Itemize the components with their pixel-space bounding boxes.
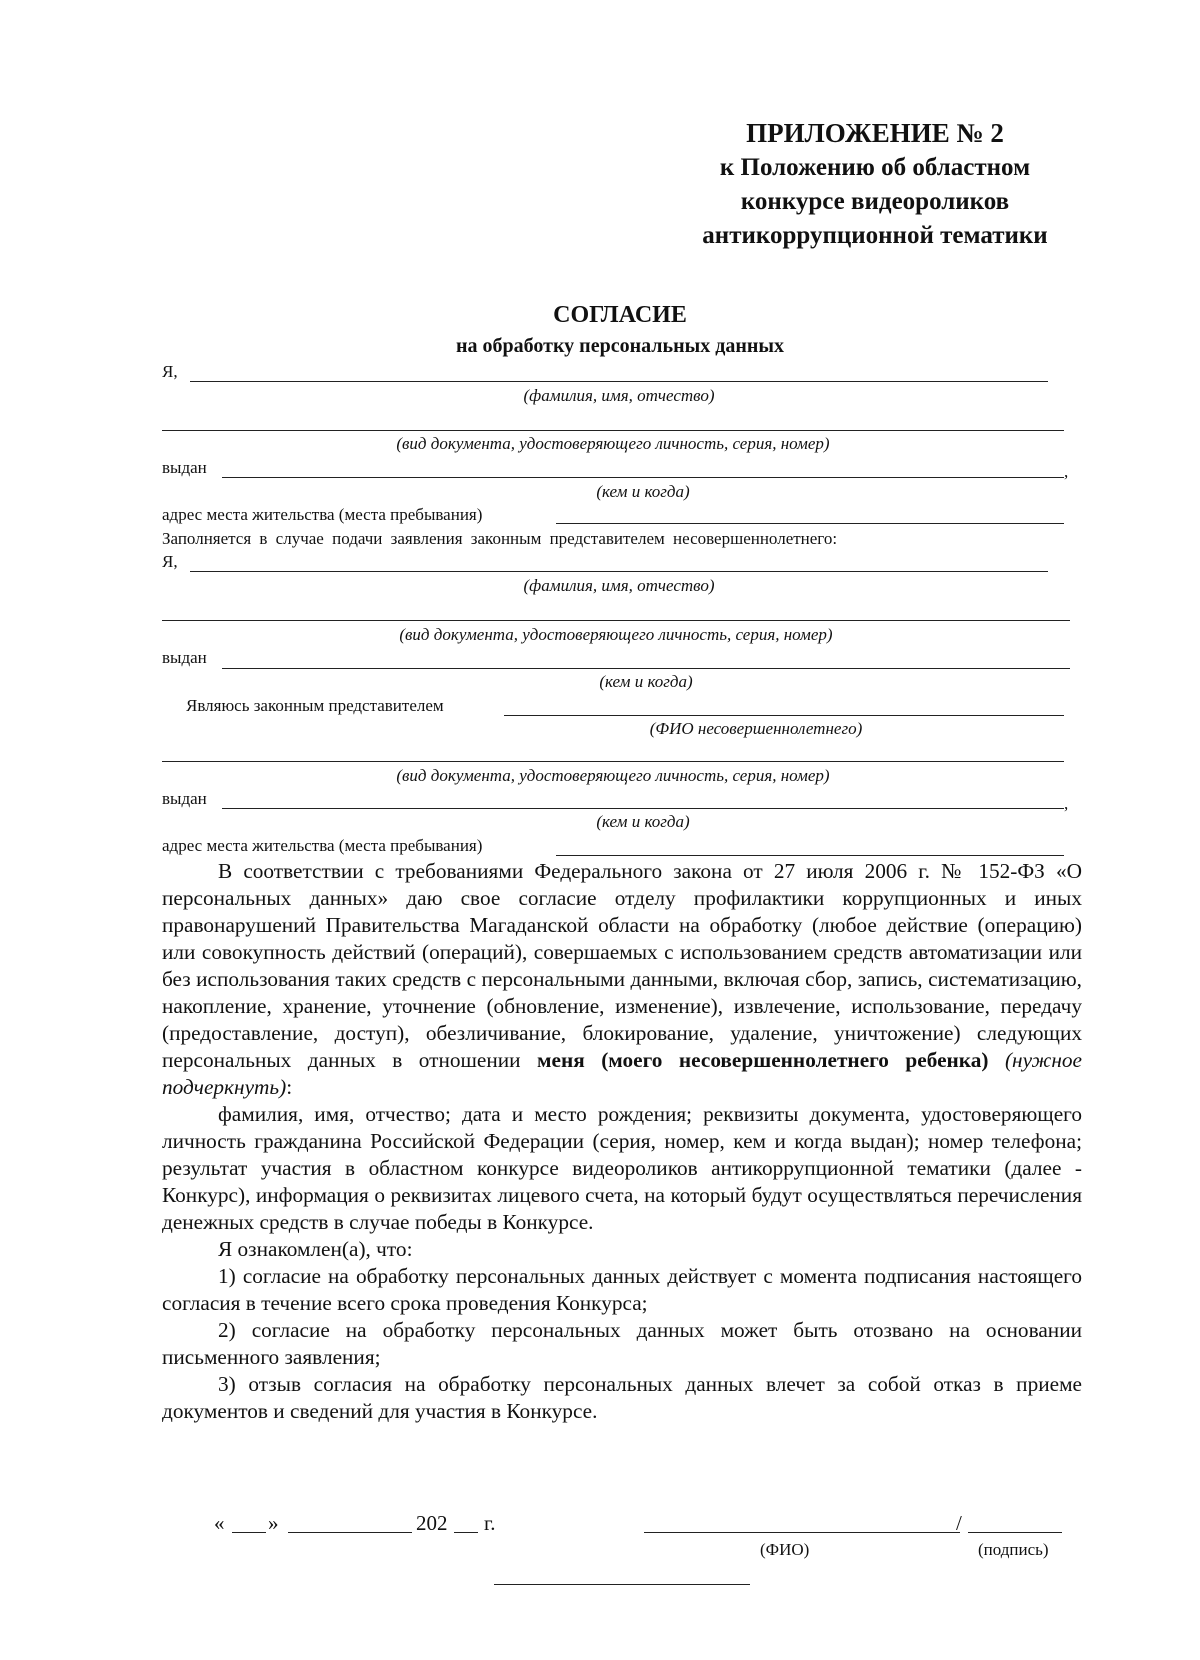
applicant-id-doc-hint: (вид документа, удостоверяющего личность, серия, номер) <box>396 434 830 453</box>
representative-fio-hint: (фамилия, имя, отчество) <box>523 576 715 595</box>
date-day-field[interactable] <box>232 1532 266 1533</box>
guardian-label: Являюсь законным представителем <box>186 696 444 715</box>
appendix-line-1: к Положению об областном <box>719 154 1031 181</box>
consent-paragraph-1 <box>162 858 1082 1101</box>
date-open-quote: « <box>214 1511 225 1535</box>
representative-issued-label: выдан <box>162 648 207 667</box>
minor-issued-comma: , <box>1064 794 1069 813</box>
date-year-suffix: г. <box>484 1511 496 1535</box>
appendix-line-2: конкурсе видеороликов <box>740 188 1010 215</box>
representative-note: Заполняется в случае подачи заявления законным представителем несовершеннолетнего: <box>162 529 838 548</box>
fio-signature-field[interactable] <box>644 1532 960 1533</box>
fio-hint: (ФИО) <box>760 1540 810 1559</box>
minor-fio-field[interactable] <box>504 715 1064 716</box>
consent-paragraph-3: Я ознакомлен(а), что: <box>218 1237 413 1261</box>
signature-field[interactable] <box>968 1532 1062 1533</box>
applicant-address-label: адрес места жительства (места пребывания) <box>162 505 483 524</box>
consent-paragraph-1-text: В соответствии с требованиями Федерального закона от 27 июля 2006 г. № 152-ФЗ «О персональных данных» даю свое согласие отделу профилактики коррупционных и иных правонарушений Правительства Магаданской области на обработку (любое действие (операцию) или совокупность действий (операций), совершаемых с использованием средств автоматизации или без использования таких средств с персональными данными, включая сбор, запись, систематизацию, накопление, хранение, уточнение (обновление, изменение), извлечение, использование, передачу (предоставление, доступ), обезличивание, блокирование, удаление, уничтожение) следующих персональных данных в отношении <box>162 859 1082 1072</box>
consent-paragraph-1-colon: : <box>286 1075 293 1099</box>
document-subtitle: на обработку персональных данных <box>456 335 784 357</box>
consent-paragraph-6: 3) отзыв согласия на обработку персональных данных влечет за собой отказ в приеме документов и сведений для участия в Конкурсе. <box>162 1372 1082 1423</box>
applicant-issued-label: выдан <box>162 458 207 477</box>
representative-id-doc-field[interactable] <box>162 620 1070 621</box>
minor-id-doc-hint: (вид документа, удостоверяющего личность, серия, номер) <box>396 766 830 785</box>
representative-i-label: Я, <box>162 552 178 571</box>
document-title: СОГЛАСИЕ <box>553 302 687 328</box>
consent-underline-note: (нужное подчеркнуть) <box>162 1048 1082 1099</box>
consent-body <box>162 858 1082 1425</box>
signature-hint: (подпись) <box>978 1540 1049 1559</box>
representative-fio-field[interactable] <box>190 571 1048 572</box>
signature-slash: / <box>956 1511 962 1535</box>
consent-subject-bold: меня (моего несовершеннолетнего ребенка) <box>537 1048 989 1072</box>
appendix-header <box>640 115 1110 253</box>
minor-fio-hint: (ФИО несовершеннолетнего) <box>649 719 863 738</box>
appendix-line-3: антикоррупционной тематики <box>702 222 1048 249</box>
minor-issued-hint: (кем и когда) <box>596 812 690 831</box>
applicant-issued-hint: (кем и когда) <box>596 482 690 501</box>
minor-address-field[interactable] <box>556 855 1064 856</box>
consent-paragraph-4: 1) согласие на обработку персональных данных действует с момента подписания настоящего согласия в течение всего срока проведения Конкурса; <box>162 1264 1082 1315</box>
appendix-title: ПРИЛОЖЕНИЕ № 2 <box>746 118 1004 148</box>
consent-paragraph-2: фамилия, имя, отчество; дата и место рождения; реквизиты документа, удостоверяющего личность гражданина Российской Федерации (серия, номер, кем и когда выдан); номер телефона; результат участия в областном конкурсе видеороликов антикоррупционной тематики (далее - Конкурс), информация о реквизитах лицевого счета, на который будут осуществляться перечисления денежных средств в случае победы в Конкурсе. <box>162 1102 1082 1234</box>
minor-issued-label: выдан <box>162 789 207 808</box>
minor-address-label: адрес места жительства (места пребывания) <box>162 836 483 855</box>
representative-id-doc-hint: (вид документа, удостоверяющего личность, серия, номер) <box>399 625 833 644</box>
date-month-field[interactable] <box>288 1532 412 1533</box>
applicant-fio-field[interactable] <box>190 381 1048 382</box>
applicant-id-doc-field[interactable] <box>162 430 1064 431</box>
applicant-fio-hint: (фамилия, имя, отчество) <box>523 386 715 405</box>
applicant-issued-field[interactable] <box>222 477 1064 478</box>
minor-issued-field[interactable] <box>222 808 1064 809</box>
footer-separator <box>494 1584 750 1585</box>
representative-issued-hint: (кем и когда) <box>599 672 693 691</box>
date-year-prefix: 202 <box>416 1511 448 1535</box>
applicant-issued-comma: , <box>1064 462 1069 481</box>
applicant-address-field[interactable] <box>556 523 1064 524</box>
date-close-quote: » <box>268 1511 279 1535</box>
applicant-i-label: Я, <box>162 362 178 381</box>
consent-paragraph-5: 2) согласие на обработку персональных данных может быть отозвано на основании письменного заявления; <box>162 1318 1082 1369</box>
minor-id-doc-field[interactable] <box>162 761 1064 762</box>
date-year-field[interactable] <box>454 1532 478 1533</box>
representative-issued-field[interactable] <box>222 668 1070 669</box>
